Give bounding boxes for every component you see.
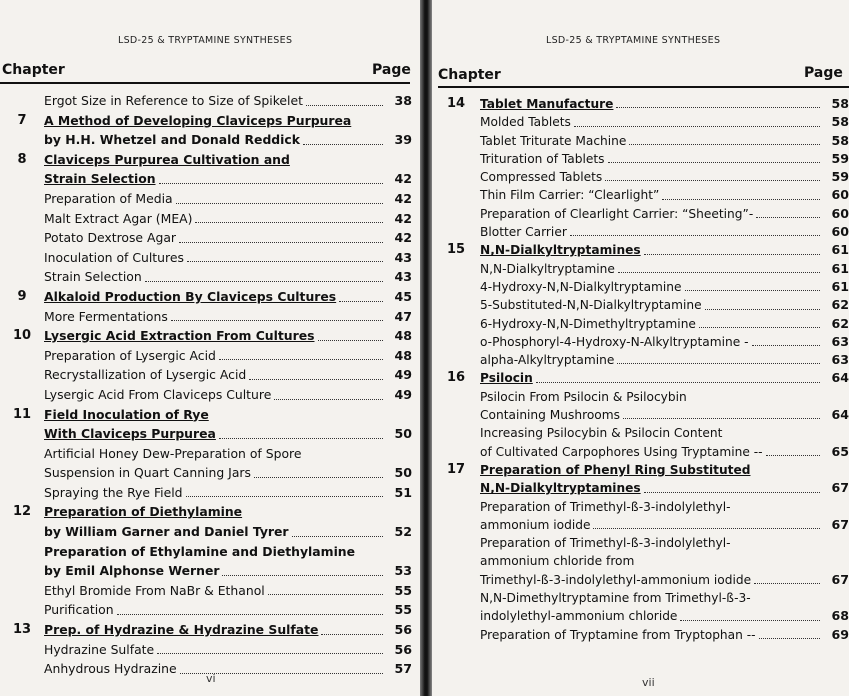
entry-title: Artificial Honey Dew-Preparation of Spore [44,445,302,461]
toc-entry [432,113,849,131]
dot-leader [766,455,820,456]
page-number: 64 [831,407,849,423]
toc-entry [432,571,849,589]
toc-entry [0,111,412,131]
toc-entry [432,479,849,497]
entry-title: Recrystallization of Lysergic Acid [44,367,247,383]
entry-title: Increasing Psilocybin & Psilocin Content [480,426,723,441]
page-number: 53 [394,563,412,579]
entry-title: Ethyl Bromide From NaBr & Ethanol [44,582,265,598]
entry-title: of Cultivated Carpophores Using Tryptamine -- [480,444,763,459]
toc-entry [432,333,849,351]
page-number: 50 [394,465,412,481]
entry-title: by Emil Alphonse Werner [44,563,220,579]
page-number: 42 [394,171,412,187]
page-number: 42 [394,210,412,226]
toc-entry [0,522,412,542]
chapter-column-label: Chapter [438,67,501,83]
toc-entry [432,351,849,369]
entry-title: Preparation of Clearlight Carrier: “Sheeting”- [480,206,754,221]
dot-leader [157,653,383,654]
entry-title: Spraying the Rye Field [44,484,183,500]
chapter-column-label: Chapter [2,62,65,78]
toc-entry [0,424,412,444]
entry-title: 6-Hydroxy-N,N-Dimethyltryptamine [480,316,696,331]
dot-leader [680,620,820,621]
page-column-label: Page [372,62,411,78]
chapter-number: 11 [12,406,32,422]
page-number: 64 [831,370,849,386]
toc-entry [432,424,849,442]
toc-entry [0,228,412,248]
running-head: LSD-25 & TRYPTAMINE SYNTHESES [546,35,721,46]
dot-leader [752,345,820,346]
entry-title: Ergot Size in Reference to Size of Spikelet [44,93,303,108]
toc-entry [0,209,412,229]
dot-leader [186,496,383,497]
toc-entry [0,365,412,385]
page-number: 58 [831,114,849,130]
dot-leader [195,222,383,223]
toc-entry [0,444,412,464]
toc-entry [0,581,412,601]
chapter-number: 10 [12,328,32,344]
page-number: 43 [394,249,412,265]
toc-entry [432,552,849,570]
page-number: 58 [831,96,849,111]
entry-title: 4-Hydroxy-N,N-Dialkyltryptamine [480,279,682,294]
page-number: 60 [831,205,849,221]
dot-leader [662,199,820,200]
page-number: 62 [831,315,849,331]
page-number: 69 [831,626,849,642]
right-page [432,0,849,696]
entry-title: Field Inoculation of Rye [44,406,209,422]
entry-title: indolylethyl-ammonium chloride [480,609,678,624]
page-number: 61 [831,278,849,294]
entry-title: Preparation of Diethylamine [44,504,243,520]
dot-leader [623,418,820,419]
entry-title: N,N-Dialkyltryptamines [480,243,641,258]
page-number: 48 [394,328,412,344]
toc-entry [432,443,849,461]
page-number: 57 [394,661,412,677]
dot-leader [268,594,383,595]
page-number: 68 [831,608,849,624]
page-number: 58 [831,132,849,148]
dot-leader [705,309,820,310]
page-number: 56 [394,622,412,638]
dot-leader [644,254,820,255]
dot-leader [318,340,384,341]
running-head: LSD-25 & TRYPTAMINE SYNTHESES [118,35,293,46]
dot-leader [618,272,820,273]
toc-entry [0,640,412,660]
page-number: 45 [394,288,412,304]
toc-entry [0,620,412,640]
page-number: 49 [394,367,412,383]
toc-entry [432,168,849,186]
entry-title: by William Garner and Daniel Tyrer [44,524,289,540]
toc-entry [432,205,849,223]
entry-title: Preparation of Ethylamine and Diethylamine [44,543,356,559]
dot-leader [254,477,383,478]
toc-entry [432,498,849,516]
dot-leader [159,183,383,184]
entry-title: Thin Film Carrier: “Clearlight” [480,188,660,203]
dot-leader [176,203,383,204]
toc-entry [432,95,849,113]
dot-leader [145,281,383,282]
entry-title: Lysergic Acid From Claviceps Culture [44,386,272,402]
dot-leader [759,638,820,639]
toc-entry [0,463,412,483]
page-number: 52 [394,524,412,540]
dot-leader [274,399,383,400]
chapter-number: 13 [12,622,32,638]
entry-title: ammonium iodide [480,517,591,532]
entry-title: Strain Selection [44,269,142,285]
dot-leader [593,528,820,529]
dot-leader [616,107,820,108]
entry-title: Lysergic Acid Extraction From Cultures [44,328,315,344]
entry-title: Preparation of Lysergic Acid [44,347,216,363]
dot-leader [685,290,820,291]
page-number: 62 [831,297,849,313]
page-number: 61 [831,260,849,276]
dot-leader [617,363,820,364]
page-number: 56 [394,641,412,657]
page-number: 67 [831,516,849,532]
entry-title: Alkaloid Production By Claviceps Cultures [44,288,337,304]
toc-entry [432,132,849,150]
page-number: 39 [394,132,412,148]
chapter-number: 17 [446,461,466,477]
entry-title: Psilocin [480,371,533,386]
entry-title: Tablet Triturate Machine [480,133,627,148]
dot-leader [699,327,820,328]
entry-title: Compressed Tablets [480,170,603,185]
toc-entry [0,405,412,425]
page-number: 67 [831,571,849,587]
toc-entry [0,91,412,111]
dot-leader [574,126,820,127]
toc-entry [0,169,412,189]
toc-entry [432,278,849,296]
toc-entry [0,600,412,620]
toc-entry [0,502,412,522]
chapter-number: 15 [446,242,466,258]
toc-entry [0,287,412,307]
page-number: 67 [831,480,849,496]
toc-entry [432,589,849,607]
page-number: 47 [394,308,412,324]
page-number: 42 [394,230,412,246]
entry-title: More Fermentations [44,308,168,324]
page-number: 60 [831,187,849,203]
entry-title: Preparation of Media [44,190,173,206]
toc-entry [0,326,412,346]
dot-leader [629,144,820,145]
toc-entry [432,388,849,406]
entry-title: Inoculation of Cultures [44,249,184,265]
page-number: 55 [394,602,412,618]
dot-leader [756,217,820,218]
toc-entry [0,542,412,562]
dot-leader [605,180,820,181]
page-folio: vi [206,672,216,685]
page-number: 49 [394,386,412,402]
toc-entry [432,461,849,479]
dot-leader [754,583,820,584]
dot-leader [187,261,383,262]
toc-entry [432,516,849,534]
dot-leader [303,144,383,145]
header-rule [438,86,849,88]
toc-entry [0,248,412,268]
entry-title: 5-Substituted-N,N-Dialkyltryptamine [480,298,702,313]
page-number: 48 [394,347,412,363]
page-number: 50 [394,426,412,442]
toc-entry [432,406,849,424]
page-folio: vii [642,676,655,689]
entry-title: N,N-Dimethyltryptamine from Trimethyl-ß-3- [480,591,751,606]
dot-leader [292,536,383,537]
toc-entry [432,186,849,204]
entry-title: Hydrazine Sulfate [44,641,155,657]
chapter-number: 7 [17,112,27,128]
dot-leader [171,320,383,321]
page-number: 59 [831,169,849,185]
toc-entry [0,150,412,170]
entry-title: Potato Dextrose Agar [44,230,177,246]
chapter-number: 8 [17,151,27,167]
entry-title: Tablet Manufacture [480,97,614,111]
page-number: 63 [831,333,849,349]
chapter-number: 14 [446,96,466,111]
entry-title: Trituration of Tablets [480,151,605,166]
header-rule [0,82,410,84]
dot-leader [321,634,383,635]
toc-entry [0,346,412,366]
page-column-label: Page [804,65,843,81]
entry-title: Trimethyl-ß-3-indolylethyl-ammonium iodide [480,572,752,587]
left-page [0,0,420,696]
entry-title: Containing Mushrooms [480,408,620,423]
toc-entry [0,189,412,209]
entry-title: Preparation of Trimethyl-ß-3-indolylethyl- [480,536,731,551]
dot-leader [249,379,383,380]
page-number: 63 [831,352,849,368]
toc-entry [0,385,412,405]
entry-title: Molded Tablets [480,115,571,130]
dot-leader [608,162,820,163]
dot-leader [219,359,383,360]
entry-title: Malt Extract Agar (MEA) [44,210,193,226]
entry-title: Psilocin From Psilocin & Psilocybin [480,389,687,404]
entry-title: Preparation of Phenyl Ring Substituted [480,462,751,477]
page-number: 55 [394,582,412,598]
dot-leader [339,301,383,302]
entry-title: Anhydrous Hydrazine [44,661,177,677]
entry-title: o-Phosphoryl-4-Hydroxy-N-Alkyltryptamine - [480,334,749,349]
toc-entry [432,223,849,241]
chapter-number: 16 [446,370,466,386]
dot-leader [222,575,383,576]
toc-entry [432,260,849,278]
toc-entry [0,483,412,503]
entry-title: A Method of Developing Claviceps Purpurea [44,112,352,128]
entry-title: Purification [44,602,114,618]
entry-title: Blotter Carrier [480,225,567,240]
page-number: 43 [394,269,412,285]
dot-leader [117,614,383,615]
page-number: 61 [831,242,849,258]
toc-list-right [432,95,849,644]
dot-leader [306,105,383,106]
toc-entry [432,315,849,333]
toc-entry [0,307,412,327]
page-number: 51 [394,484,412,500]
entry-title: Strain Selection [44,171,156,187]
entry-title: Preparation of Tryptamine from Tryptophan -- [480,627,756,642]
book-gutter [420,0,432,696]
toc-entry [432,607,849,625]
toc-entry [0,561,412,581]
entry-title: N,N-Dialkyltryptamines [480,481,641,496]
chapter-number: 9 [17,288,27,304]
toc-entry [432,241,849,259]
page-number: 42 [394,190,412,206]
dot-leader [536,382,820,383]
entry-title: Preparation of Trimethyl-ß-3-indolylethyl- [480,499,731,514]
chapter-number: 12 [12,504,32,520]
entry-title: alpha-Alkyltryptamine [480,353,615,368]
dot-leader [644,492,820,493]
entry-title: N,N-Dialkyltryptamine [480,261,615,276]
page-number: 65 [831,443,849,459]
toc-entry [432,150,849,168]
toc-entry [0,267,412,287]
page-number: 59 [831,150,849,166]
entry-title: Prep. of Hydrazine & Hydrazine Sulfate [44,622,319,638]
entry-title: With Claviceps Purpurea [44,426,216,442]
entry-title: by H.H. Whetzel and Donald Reddick [44,132,301,148]
dot-leader [219,438,383,439]
entry-title: ammonium chloride from [480,554,635,569]
toc-entry [432,626,849,644]
page-number: 38 [394,93,412,108]
toc-entry [432,534,849,552]
toc-entry [432,369,849,387]
dot-leader [570,235,820,236]
toc-entry [0,130,412,150]
dot-leader [179,242,383,243]
toc-entry [432,296,849,314]
page-number: 60 [831,224,849,240]
entry-title: Claviceps Purpurea Cultivation and [44,151,290,167]
entry-title: Suspension in Quart Canning Jars [44,465,251,481]
toc-list-left [0,91,412,679]
